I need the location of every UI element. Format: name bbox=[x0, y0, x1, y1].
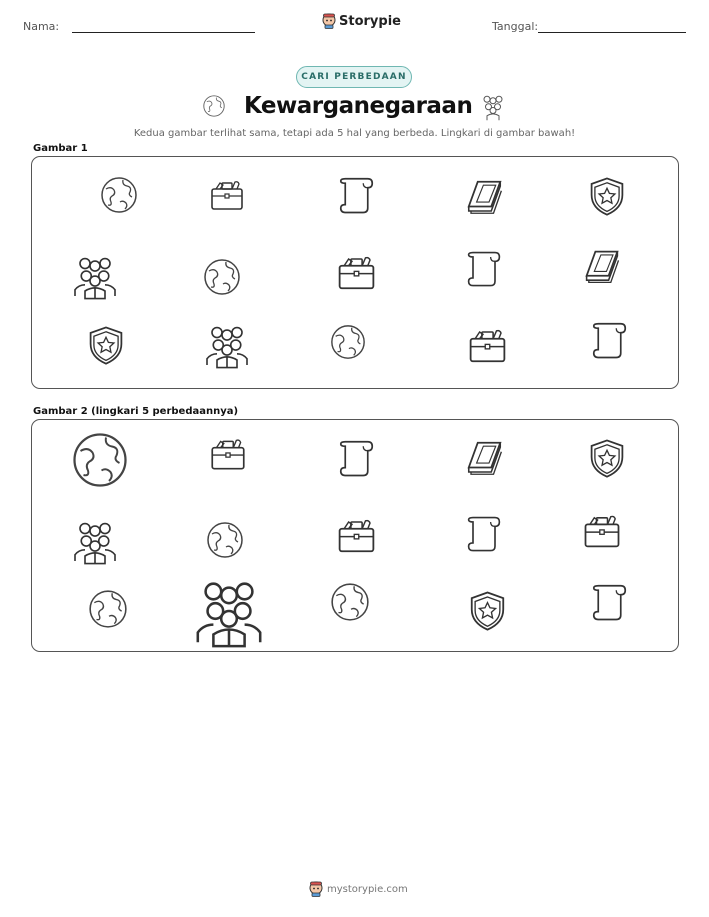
scroll-icon[interactable] bbox=[587, 579, 632, 628]
people-icon bbox=[478, 91, 508, 125]
date-field-line[interactable] bbox=[538, 32, 686, 33]
mascot-icon bbox=[322, 13, 336, 29]
globe-icon[interactable] bbox=[329, 323, 367, 365]
globe-icon[interactable] bbox=[87, 588, 129, 634]
shield-icon[interactable] bbox=[84, 323, 128, 371]
footer-site: mystorypie.com bbox=[327, 883, 408, 895]
book-icon[interactable] bbox=[462, 175, 507, 224]
name-field-line[interactable] bbox=[72, 32, 255, 33]
panel2-label: Gambar 2 (lingkari 5 perbedaannya) bbox=[33, 406, 239, 417]
shield-icon[interactable] bbox=[465, 588, 510, 637]
page-title: Kewarganegaraan bbox=[244, 93, 473, 119]
instructions: Kedua gambar terlihat sama, tetapi ada 5 hal yang berbeda. Lingkari di gambar bawah! bbox=[133, 128, 576, 139]
name-label: Nama: bbox=[23, 20, 60, 33]
brand-logo bbox=[322, 13, 401, 29]
brand-name: Storypie bbox=[339, 13, 401, 29]
toolbox-icon[interactable] bbox=[207, 433, 249, 479]
toolbox-icon[interactable] bbox=[334, 250, 379, 299]
mascot-icon bbox=[309, 881, 323, 897]
book-icon[interactable] bbox=[462, 436, 507, 485]
toolbox-icon[interactable] bbox=[465, 323, 510, 372]
toolbox-icon[interactable] bbox=[334, 513, 379, 562]
people-icon[interactable] bbox=[190, 572, 268, 654]
shield-icon[interactable] bbox=[585, 174, 629, 222]
panel1-label: Gambar 1 bbox=[33, 143, 88, 154]
activity-badge: CARI PERBEDAAN bbox=[296, 66, 412, 88]
scroll-icon[interactable] bbox=[462, 246, 506, 294]
shield-icon[interactable] bbox=[585, 436, 629, 484]
scroll-icon[interactable] bbox=[462, 511, 506, 559]
panel-gambar-2 bbox=[31, 419, 679, 652]
people-icon[interactable] bbox=[70, 251, 120, 305]
globe-icon bbox=[202, 94, 226, 122]
book-icon[interactable] bbox=[580, 245, 624, 293]
people-icon[interactable] bbox=[70, 516, 120, 570]
globe-icon[interactable] bbox=[70, 430, 130, 494]
globe-icon[interactable] bbox=[202, 257, 242, 301]
scroll-icon[interactable] bbox=[334, 435, 379, 484]
globe-icon[interactable] bbox=[329, 581, 371, 627]
scroll-icon[interactable] bbox=[587, 317, 632, 366]
date-label: Tanggal: bbox=[492, 20, 539, 33]
toolbox-icon[interactable] bbox=[207, 175, 247, 219]
footer bbox=[309, 881, 408, 897]
toolbox-icon[interactable] bbox=[580, 509, 624, 557]
scroll-icon[interactable] bbox=[334, 172, 379, 221]
globe-icon[interactable] bbox=[205, 520, 245, 564]
people-icon[interactable] bbox=[202, 320, 252, 374]
globe-icon[interactable] bbox=[99, 175, 139, 219]
panel-gambar-1 bbox=[31, 156, 679, 389]
